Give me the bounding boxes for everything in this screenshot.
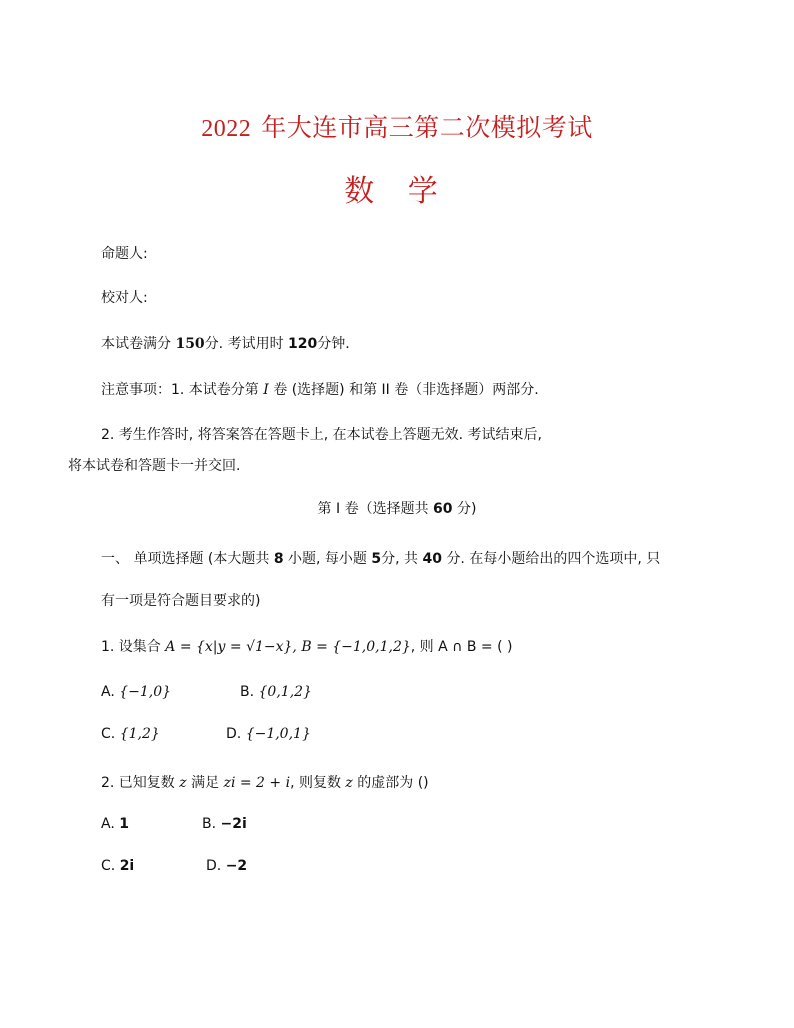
full-score: 150 xyxy=(175,336,205,352)
q1-option-d[interactable] xyxy=(226,726,311,742)
q2-equation: zi = 2 + i xyxy=(223,775,291,791)
intro-mid-1: 小题, 每小题 xyxy=(288,551,367,567)
q2-option-a-label: A. xyxy=(101,816,115,832)
q1-option-a[interactable] xyxy=(101,684,171,700)
q2-option-c[interactable] xyxy=(101,858,134,874)
exam-time: 120 xyxy=(288,336,318,352)
q2-option-b-label: B. xyxy=(202,816,217,832)
q1-option-a-value: {−1,0} xyxy=(119,684,172,700)
q2-option-c-value: 2i xyxy=(119,858,135,874)
q2-option-a[interactable] xyxy=(101,816,129,832)
notes-line-1 xyxy=(101,379,539,399)
question-2-stem xyxy=(101,772,429,792)
volume-one-italic: I xyxy=(263,382,269,398)
q1-option-a-label: A. xyxy=(101,684,115,700)
q1-option-d-label: D. xyxy=(226,726,242,742)
q1-suffix: , 则 A ∩ B = ( ) xyxy=(410,639,513,655)
author-line: 命题人: xyxy=(101,246,148,262)
q2-var-2: z xyxy=(345,775,353,791)
q2-option-c-label: C. xyxy=(101,858,116,874)
section-heading-suffix: 分) xyxy=(456,501,477,517)
points-each: 5 xyxy=(371,551,382,567)
points-total: 40 xyxy=(422,551,442,567)
q1-option-d-value: {−1,0,1} xyxy=(245,726,311,742)
q2-option-d[interactable] xyxy=(206,858,247,874)
section-intro-line-2: 有一项是符合题目要求的) xyxy=(101,593,261,609)
exam-year: 2022 xyxy=(201,116,252,142)
section-heading-score: 60 xyxy=(433,501,453,517)
section-intro-line-1 xyxy=(101,548,660,568)
intro-suffix: 分. 在每小题给出的四个选项中, 只 xyxy=(446,551,661,567)
q1-option-c-value: {1,2} xyxy=(119,726,160,742)
q2-option-d-label: D. xyxy=(206,858,222,874)
q1-option-b[interactable] xyxy=(240,684,312,700)
q2-mid-2: , 则复数 xyxy=(290,775,341,791)
question-1-stem xyxy=(101,636,512,656)
q1-option-c-label: C. xyxy=(101,726,116,742)
q2-prefix: 2. 已知复数 xyxy=(101,775,175,791)
section-heading xyxy=(0,498,794,518)
score-time-line xyxy=(101,333,350,353)
score-mid: 分. 考试用时 xyxy=(204,336,284,352)
q2-var-1: z xyxy=(179,775,187,791)
intro-prefix: 一、 单项选择题 (本大题共 xyxy=(101,551,270,567)
section-heading-prefix: 第 I 卷（选择题共 xyxy=(317,501,429,517)
question-count: 8 xyxy=(273,551,284,567)
q1-option-c[interactable] xyxy=(101,726,160,742)
score-prefix: 本试卷满分 xyxy=(101,336,171,352)
q2-mid-1: 满足 xyxy=(191,775,220,791)
q2-option-b-value: −2i xyxy=(220,816,247,832)
exam-title-text: 年大连市高三第二次模拟考试 xyxy=(261,113,593,142)
subject-title: 数 学 xyxy=(344,174,450,209)
q1-prefix: 1. 设集合 xyxy=(101,639,161,655)
q2-option-a-value: 1 xyxy=(119,816,129,832)
time-suffix: 分钟. xyxy=(317,336,350,352)
notes-line-2: 2. 考生作答时, 将答案答在答题卡上, 在本试卷上答题无效. 考试结束后, xyxy=(101,427,542,443)
q1-math: A = {x|y = √1−x}, B = {−1,0,1,2} xyxy=(165,639,411,655)
notes-suffix: 卷 (选择题) 和第 II 卷（非选择题）两部分. xyxy=(273,382,539,398)
q1-option-b-value: {0,1,2} xyxy=(258,684,312,700)
q1-option-b-label: B. xyxy=(240,684,255,700)
q2-option-b[interactable] xyxy=(202,816,247,832)
notes-prefix: 注意事项：1. 本试卷分第 xyxy=(101,382,259,398)
intro-mid-2: 分, 共 xyxy=(381,551,419,567)
q2-option-d-value: −2 xyxy=(225,858,248,874)
exam-title xyxy=(0,108,794,144)
proofreader-line: 校对人: xyxy=(101,290,148,306)
q2-suffix: 的虚部为 () xyxy=(357,775,429,791)
notes-line-3: 将本试卷和答题卡一并交回. xyxy=(68,458,241,474)
